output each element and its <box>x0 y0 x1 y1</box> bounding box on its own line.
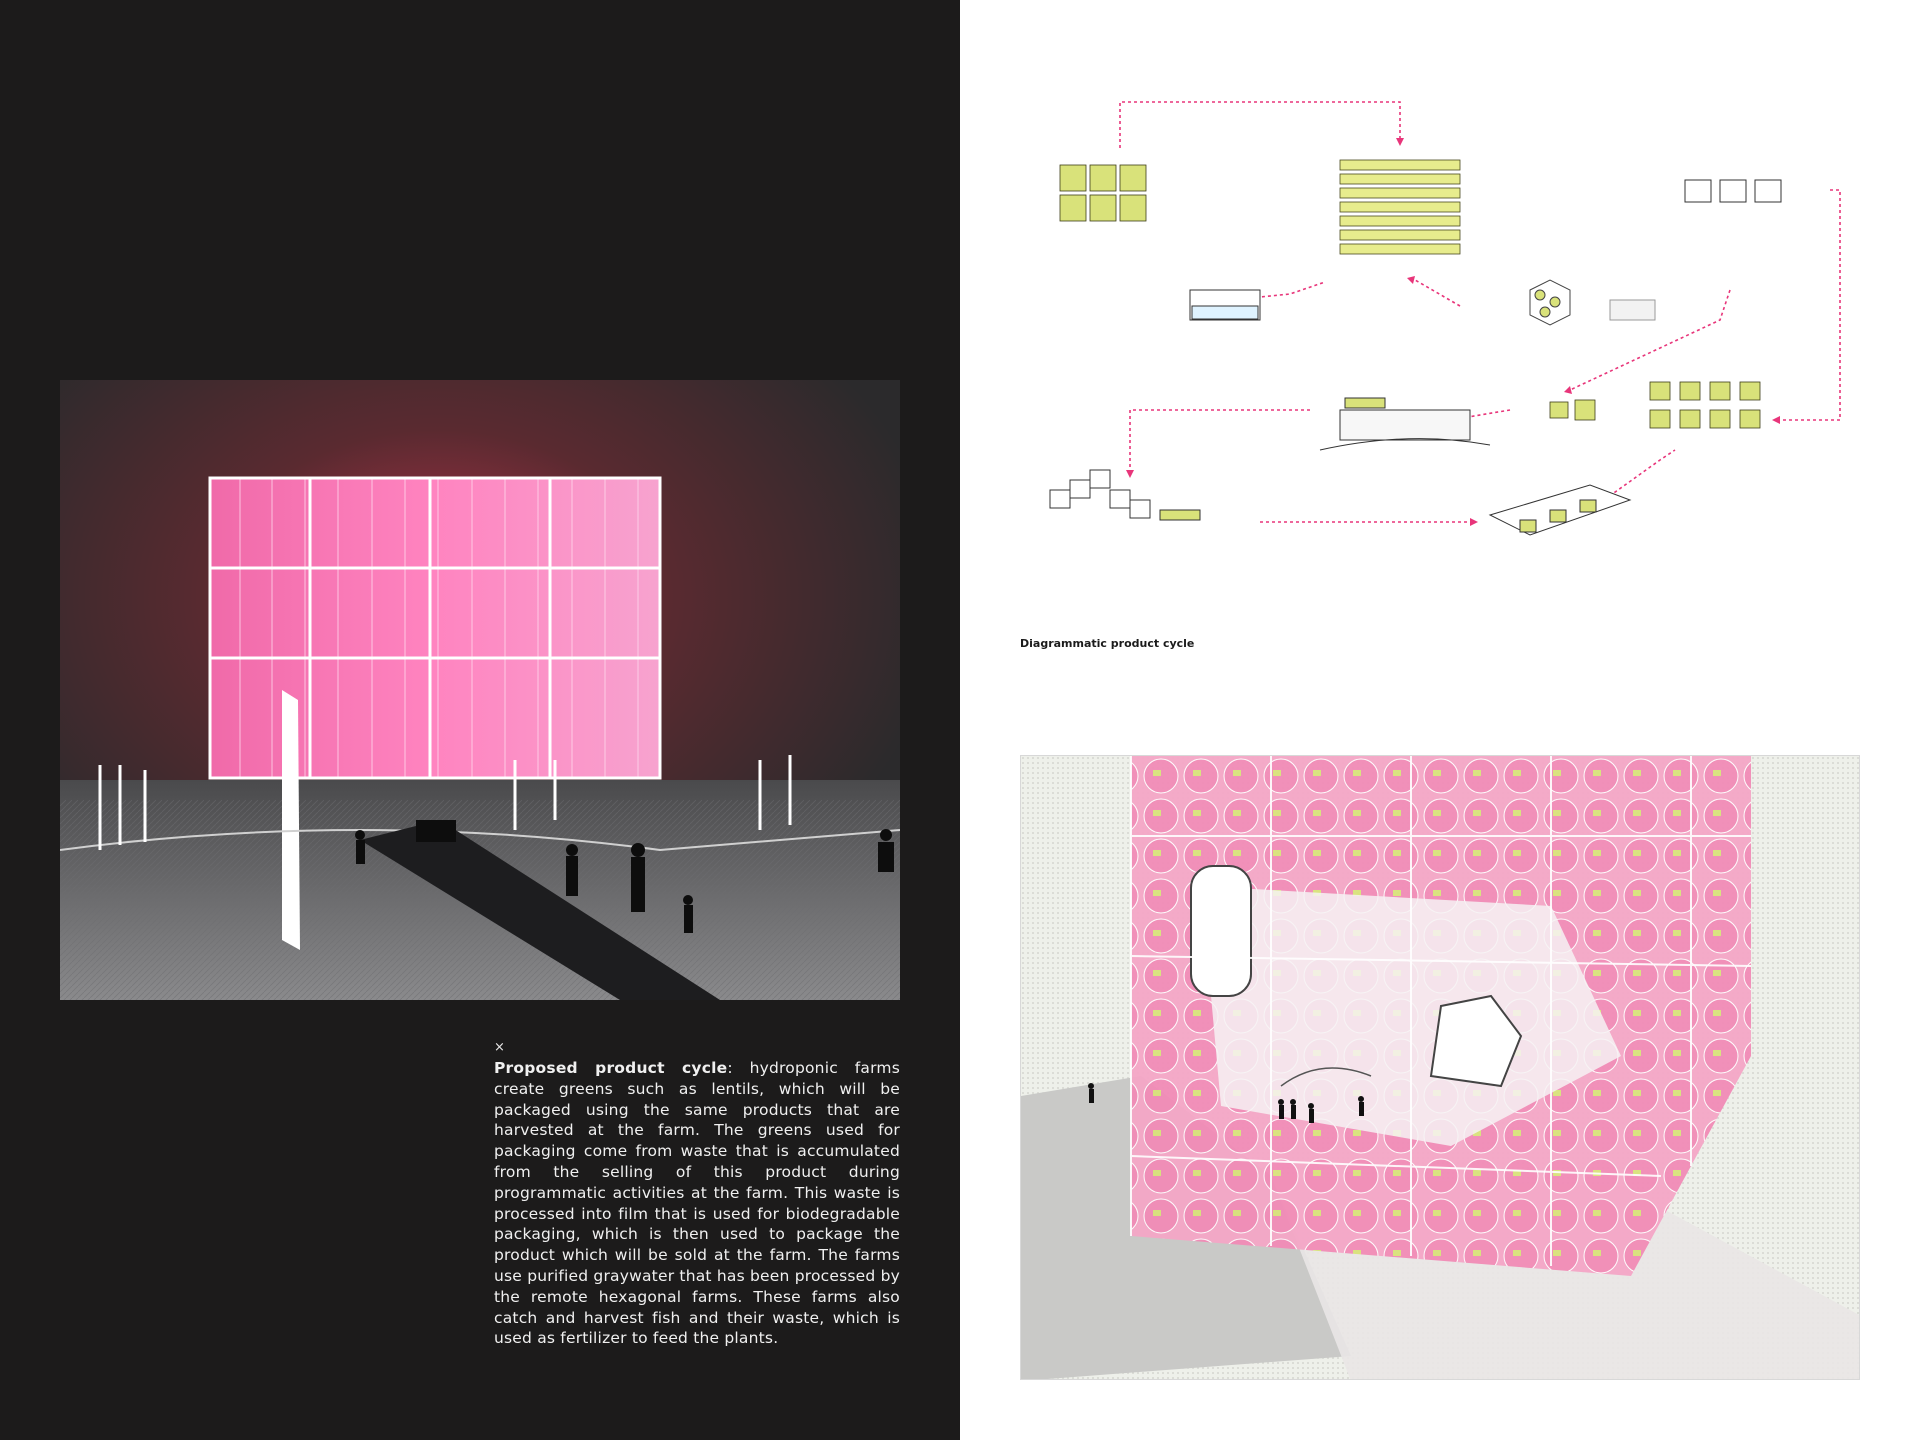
package-boxes <box>1685 180 1781 202</box>
seed-hexagons <box>1530 280 1570 325</box>
fish-tank <box>1320 398 1490 450</box>
packaging-stack <box>1050 470 1200 520</box>
light-wall <box>282 690 300 950</box>
diagram-caption: Diagrammatic product cycle <box>1020 637 1195 650</box>
building-volume <box>1131 756 1751 1276</box>
building-facade <box>210 478 660 778</box>
close-mark: × <box>494 1040 505 1055</box>
product-cycle-diagram <box>1010 90 1910 610</box>
night-render-image <box>60 380 900 1000</box>
axonometric-section-image <box>1020 755 1860 1380</box>
description-text <box>494 1058 900 1349</box>
night-render-svg <box>60 380 900 1000</box>
caption-body: : hydroponic farms create greens such as lentils, which will be packaged using the same products that are harvested at the farm. The greens used for packaging come from waste that is accumulated from the selling of this product during programmatic activities at the farm. This waste is processed into film that is used for biodegradable packaging, which is then used to package the product which will be sold at the farm. The farms use purified graywater that has been processed by the remote hexagonal farms. These farms also catch and harvest fish and their waste, which is used as fertilizer to feed the plants. <box>494 1059 901 1348</box>
pod-left <box>1191 866 1251 996</box>
hydroponic-trays <box>1340 160 1460 254</box>
product-boxes <box>1550 382 1760 428</box>
product-cycle-svg <box>1010 90 1910 610</box>
caption-title: Proposed product cycle <box>494 1059 728 1077</box>
water-tanks <box>1190 290 1260 320</box>
axonometric-svg <box>1021 756 1860 1380</box>
conveyor-machine <box>1490 485 1630 535</box>
crate-cluster <box>1060 165 1146 221</box>
